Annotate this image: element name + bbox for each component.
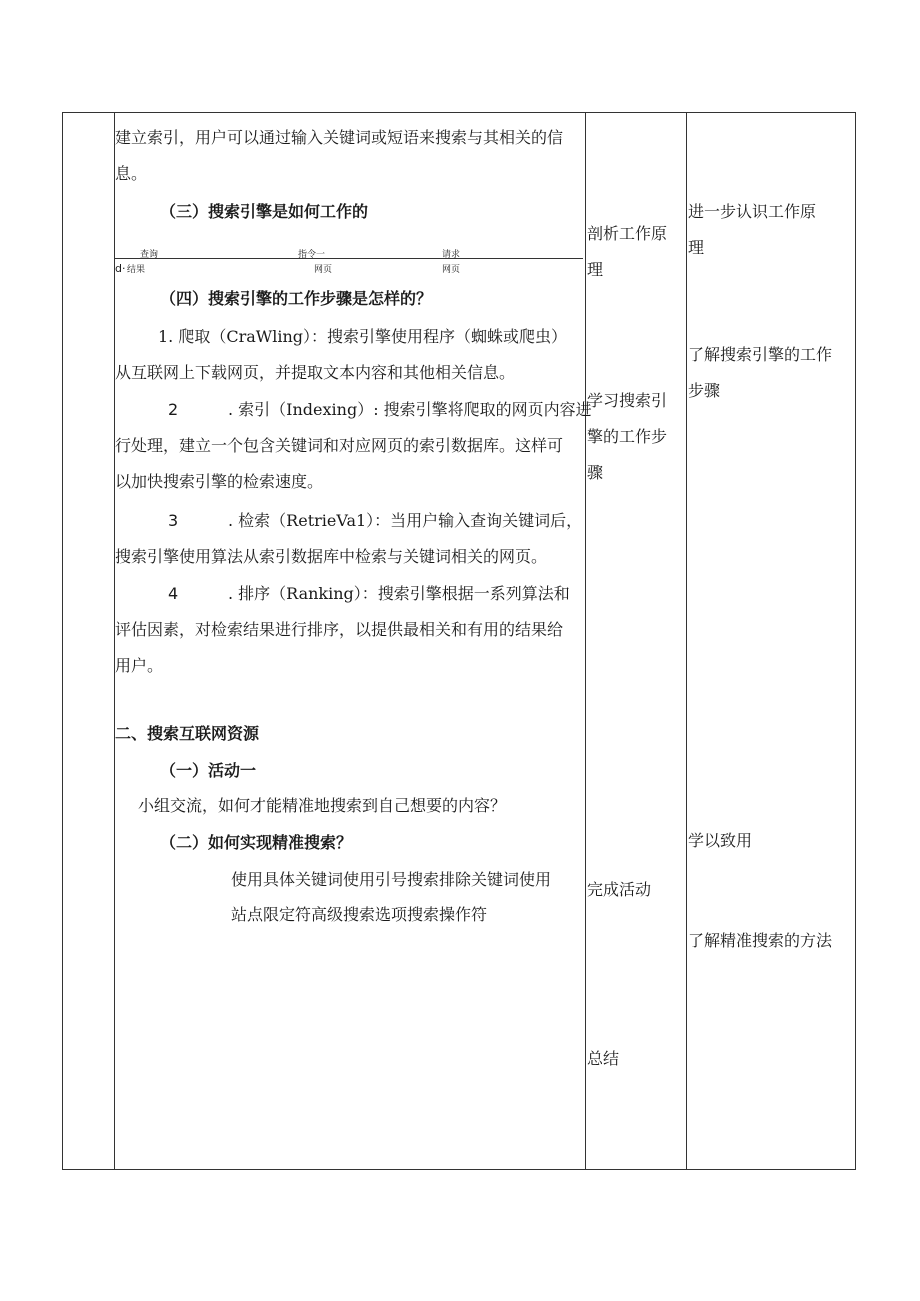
step-number: 3 bbox=[168, 511, 179, 530]
activity-cell: 剖析工作原 bbox=[587, 224, 668, 243]
diagram-label-query: 查询 bbox=[140, 250, 159, 260]
activity-text: 小组交流，如何才能精准地搜索到自己想要的内容？ bbox=[138, 796, 507, 815]
methods-line: 站点限定符高级搜索选项搜索操作符 bbox=[231, 905, 488, 924]
step-line: . 排序（Ranking）：搜索引擎根据一系列算法和 bbox=[228, 584, 570, 603]
diagram-label-result: 结果 bbox=[127, 265, 146, 275]
column-divider bbox=[686, 113, 687, 1169]
activity-cell: 学习搜索引 bbox=[587, 391, 668, 410]
step-number: 2 bbox=[168, 400, 179, 419]
diagram-line bbox=[115, 258, 583, 259]
section-title: 二、搜索互联网资源 bbox=[115, 724, 260, 743]
section-heading: （三）搜索引擎是如何工作的 bbox=[160, 202, 369, 221]
diagram-label-request: 请求 bbox=[442, 250, 461, 260]
step-line: 1. 爬取（CraWling）：搜索引擎使用程序（蜘蛛或爬虫） bbox=[158, 327, 568, 346]
activity-cell: 完成活动 bbox=[587, 880, 652, 899]
step-number: 4 bbox=[168, 584, 179, 603]
intent-cell: 学以致用 bbox=[688, 831, 753, 850]
section-heading: （四）搜索引擎的工作步骤是怎样的？ bbox=[160, 289, 433, 308]
diagram-label-prefix: d· bbox=[115, 262, 126, 275]
section-heading: （二）如何实现精准搜索？ bbox=[160, 833, 353, 852]
activity-cell: 理 bbox=[587, 260, 604, 279]
activity-heading: （一）活动一 bbox=[160, 761, 257, 780]
step-line: . 检索（RetrieVa1）：当用户输入查询关键词后， bbox=[228, 511, 583, 530]
step-line: 以加快搜索引擎的检索速度。 bbox=[115, 472, 324, 491]
activity-cell: 擎的工作步 bbox=[587, 427, 668, 446]
step-line: 行处理，建立一个包含关键词和对应网页的索引数据库。这样可 bbox=[115, 436, 564, 455]
step-line: 从互联网上下载网页，并提取文本内容和其他相关信息。 bbox=[115, 363, 516, 382]
paragraph-line: 建立索引，用户可以通过输入关键词或短语来搜索与其相关的信 bbox=[115, 128, 564, 147]
intent-cell: 了解精准搜索的方法 bbox=[688, 931, 833, 950]
activity-cell: 骤 bbox=[587, 463, 604, 482]
intent-cell: 了解搜索引擎的工作 bbox=[688, 345, 833, 364]
activity-cell: 总结 bbox=[587, 1049, 620, 1068]
diagram-label-instruction: 指令一 bbox=[298, 250, 326, 260]
diagram-label-webpage: 网页 bbox=[442, 265, 461, 275]
step-line: . 索引（Indexing）: 搜索引擎将爬取的网页内容进 bbox=[228, 400, 592, 419]
step-line: 用户。 bbox=[115, 656, 164, 675]
column-divider bbox=[585, 113, 586, 1169]
intent-cell: 理 bbox=[688, 238, 705, 257]
paragraph-line: 息。 bbox=[115, 164, 148, 183]
intent-cell: 进一步认识工作原 bbox=[688, 202, 817, 221]
diagram-label-webpage: 网页 bbox=[314, 265, 333, 275]
step-line: 评估因素，对检索结果进行排序，以提供最相关和有用的结果给 bbox=[115, 620, 564, 639]
intent-cell: 步骤 bbox=[688, 381, 721, 400]
step-line: 搜索引擎使用算法从索引数据库中检索与关键词相关的网页。 bbox=[115, 547, 548, 566]
methods-line: 使用具体关键词使用引号搜索排除关键词使用 bbox=[231, 870, 552, 889]
